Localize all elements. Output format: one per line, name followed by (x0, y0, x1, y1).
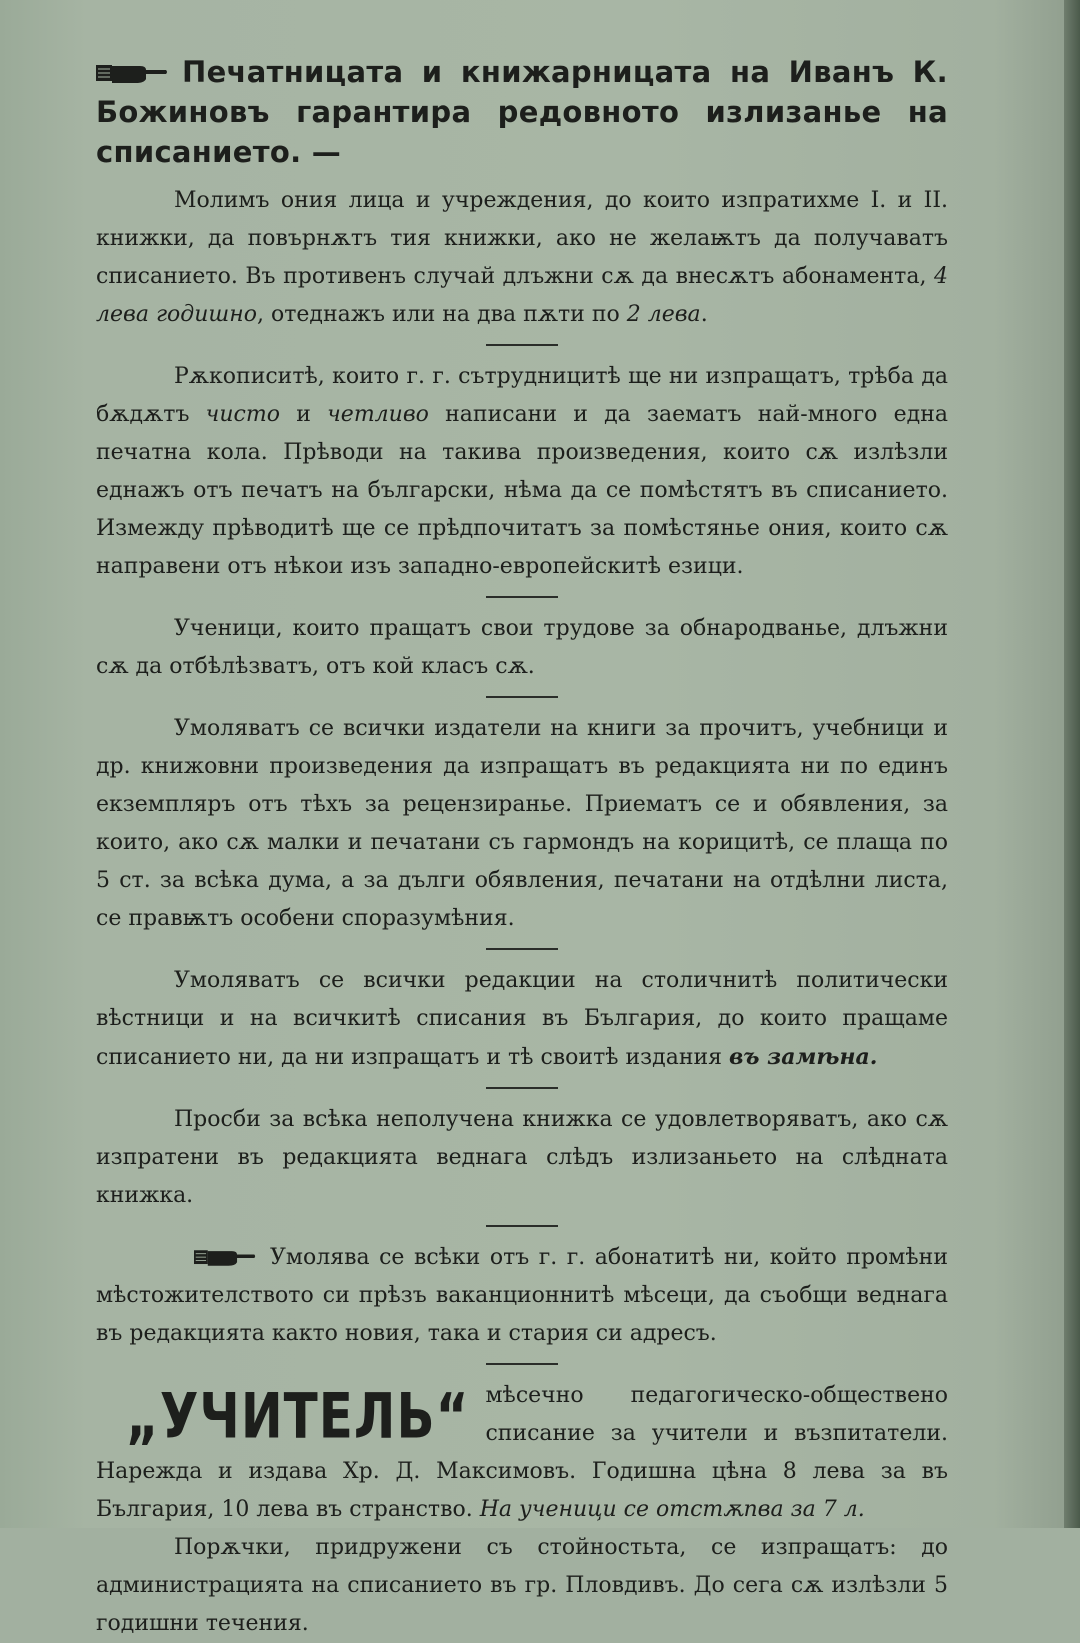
advert-title: „УЧИТЕЛЬ“ (126, 1379, 470, 1453)
binding-edge (1064, 0, 1080, 1528)
notice-publishers: Умоляватъ се всички издатели на книги за прочитъ, учебници и др. книжовни произведения да изпращатъ въ редакцията ни по единъ екземпляръ отъ тѣхъ за рецензиранье. Приематъ се и обявления, за които, ако сѫ малки и печатани съ гармондъ на корицитѣ, се плаща по 5 ст. за всѣка дума, а за дълги обявления, печатани на отдѣлни листа, се правѭтъ особени споразумѣния. (96, 716, 948, 931)
price-yearly: 4 лева годишно (96, 264, 949, 327)
divider (486, 696, 558, 698)
divider (486, 1363, 558, 1365)
divider (486, 344, 558, 346)
divider (486, 948, 558, 950)
pointing-hand-icon (96, 61, 168, 87)
divider (486, 1225, 558, 1227)
advert-orders: Порѫчки, придружени съ стойностьта, се изпращатъ: до администрацията на списанието въ гр. Пловдивъ. До сега сѫ излѣзли 5 годишни течения. (96, 1535, 948, 1636)
notice-missing-issues: Просби за всѣка неполучена книжка се удовлетворяватъ, ако сѫ изпратени въ редакцията веднага слѣдъ излизаньето на слѣдната книжка. (96, 1107, 948, 1208)
emph-legible: четливо (327, 402, 429, 427)
notice-return-request: Молимъ ония лица и учреждения, до които изпратихме I. и II. книжки, да повърнѫтъ тия книжки, ако не желаѭтъ да получаватъ списанието. Въ противенъ случай длъжни сѫ да внесѫтъ абонамента, 4 лева годишно, отеднажъ или на два пѫти по 2 лева. (96, 188, 949, 327)
notice-exchange: Умоляватъ се всички редакции на столичнитѣ политически вѣстници и на всичкитѣ списания въ България, до които пращаме списанието ни, да ни изпращатъ и тѣ своитѣ издания въ замѣна. (96, 968, 948, 1070)
pointing-hand-icon (194, 1246, 256, 1270)
page-content (96, 52, 948, 1643)
notice-manuscripts: Рѫкописитѣ, които г. г. сътрудницитѣ ще ни изпращатъ, трѣба да бѫдѫтъ чисто и четливо написани и да заематъ най-много една печатна кола. Прѣводи на такива произведения, които сѫ излѣзли еднажъ отъ печатъ на български, нѣма да се помѣстятъ въ списанието. Измежду прѣводитѣ ще се прѣдпочитатъ за помѣстянье ония, които сѫ направени отъ нѣкои изъ западно-европейскитѣ езици. (96, 364, 948, 579)
emph-exchange: въ замѣна. (729, 1044, 878, 1070)
divider (486, 1087, 558, 1089)
emph-clean: чисто (205, 402, 280, 427)
headline (96, 52, 948, 172)
notice-address-change: Умолява се всѣки отъ г. г. абонатитѣ ни, който промѣни мѣстожителството си прѣзъ ваканционнитѣ мѣсеци, да съобщи веднага въ редакцията както новия, така и стария си адресъ. (96, 1245, 948, 1346)
price-half: 2 лева (626, 302, 701, 327)
notice-students: Ученици, които пращатъ свои трудове за обнародванье, длъжни сѫ да отбѣлѣзватъ, отъ кой класъ сѫ. (96, 616, 948, 679)
advert-body: мѣсечно педагогическо-обществено списание за учители и възпитатели. Нарежда и издава Хр. Д. Максимовъ. Годишна цѣна 8 лева за въ България, 10 лева въ странство. (96, 1383, 948, 1522)
headline-text: Печатницата и книжарницата на Иванъ К. Божиновъ гарантира редовното излизанье на списанието. — (96, 55, 948, 169)
advert-uchitel (96, 1377, 948, 1529)
advert-discount: На ученици се отстѫпва за 7 л. (479, 1497, 865, 1522)
divider (486, 596, 558, 598)
